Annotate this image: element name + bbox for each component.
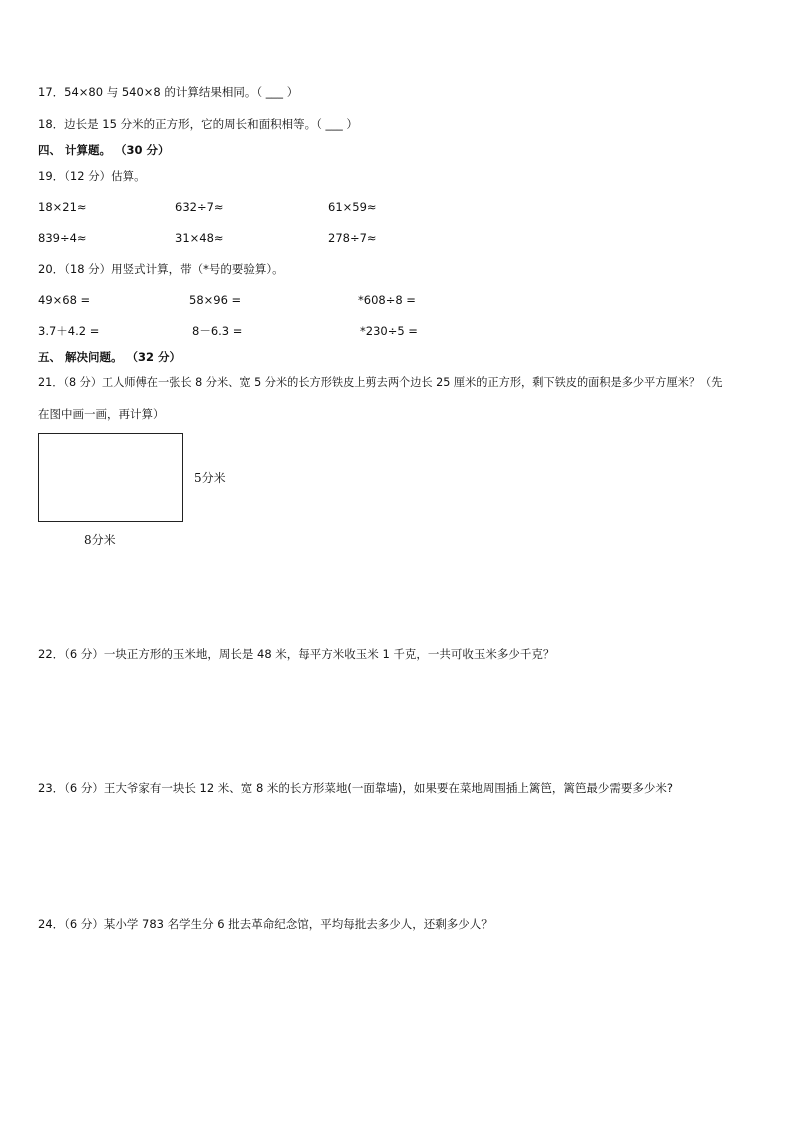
- q19-item: 18×21≈: [38, 200, 87, 214]
- q23-text: 23．（6 分）王大爷家有一块长 12 米、宽 8 米的长方形菜地(一面靠墙)，如果要在菜地周围插上篱笆，篱笆最少需要多少米?: [38, 781, 673, 795]
- section-5-heading: 五、 解决问题。 （32 分）: [38, 350, 182, 364]
- q20-item: *608÷8 =: [358, 293, 416, 307]
- figure-length-label: 8分米: [84, 533, 116, 547]
- q20-item: 58×96 =: [189, 293, 242, 307]
- q20-item: 3.7＋4.2 =: [38, 324, 100, 338]
- q20-item: *230÷5 =: [360, 324, 418, 338]
- q18-text: 18．边长是 15 分米的正方形，它的周长和面积相等。（ ___ ）: [38, 117, 358, 131]
- section-4-heading: 四、 计算题。 （30 分）: [38, 143, 170, 157]
- q17-text: 17．54×80 与 540×8 的计算结果相同。（ ___ ）: [38, 85, 299, 99]
- q21-text-line1: 21．（8 分）工人师傅在一张长 8 分米、宽 5 分米的长方形铁皮上剪去两个边长 25 厘米的正方形，剩下铁皮的面积是多少平方厘米？（先: [38, 376, 723, 389]
- q22-text: 22．（6 分）一块正方形的玉米地，周长是 48 米，每平方米收玉米 1 千克，一共可收玉米多少千克？: [38, 647, 555, 661]
- q20-item: 49×68 =: [38, 293, 91, 307]
- q20-item: 8－6.3 =: [192, 324, 243, 338]
- q19-item: 31×48≈: [175, 231, 224, 245]
- q19-item: 278÷7≈: [328, 231, 377, 245]
- q19-item: 839÷4≈: [38, 231, 87, 245]
- q24-text: 24．（6 分）某小学 783 名学生分 6 批去革命纪念馆，平均每批去多少人，还剩多少人？: [38, 917, 493, 931]
- figure-width-label: 5分米: [194, 471, 226, 485]
- q19-item: 61×59≈: [328, 200, 377, 214]
- q20-title: 20．（18 分）用竖式计算，带（*号的要验算）。: [38, 262, 284, 276]
- q19-title: 19．（12 分）估算。: [38, 169, 146, 183]
- rectangle-figure: [38, 433, 183, 522]
- q21-text-line2: 在图中画一画，再计算）: [38, 407, 165, 421]
- q19-item: 632÷7≈: [175, 200, 224, 214]
